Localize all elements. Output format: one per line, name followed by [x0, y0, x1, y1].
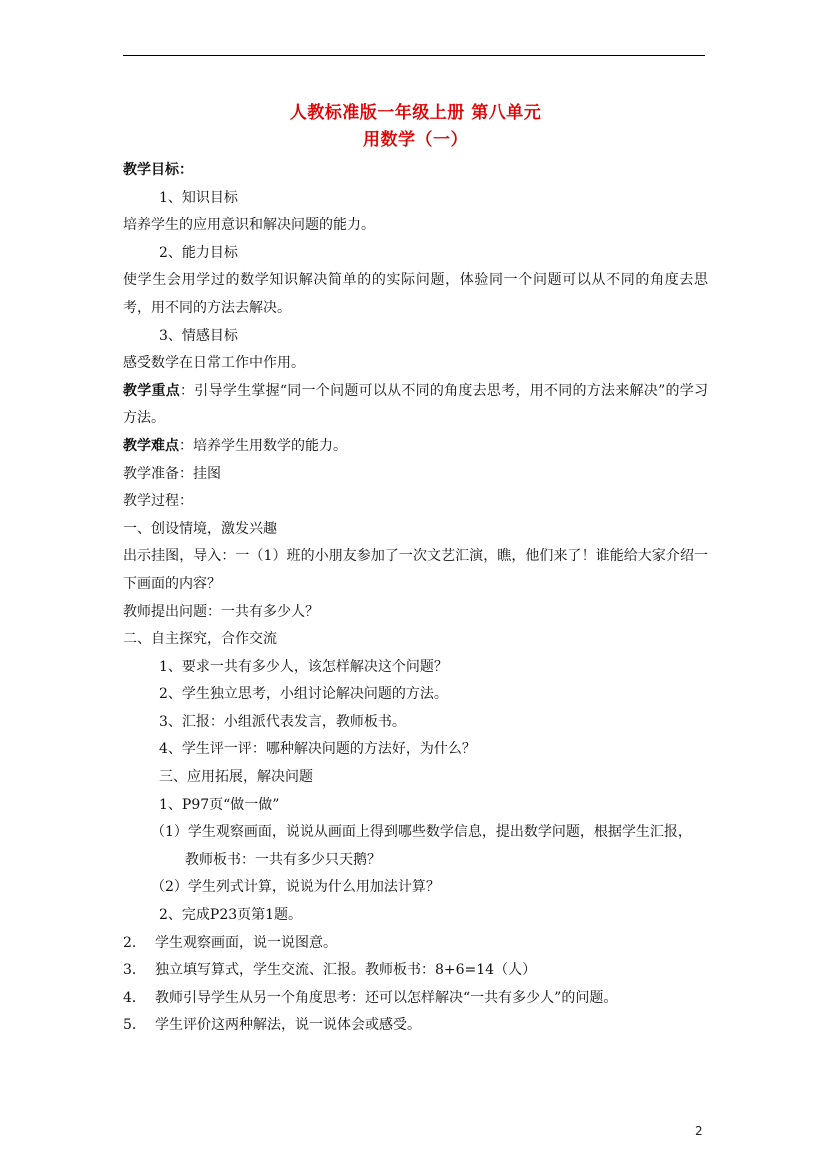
list-item-text: 学生观察画面，说一说图意。 — [155, 934, 337, 951]
list-item-text: 教师引导学生从另一个角度思考：还可以怎样解决“一共有多少人”的问题。 — [155, 989, 618, 1006]
key-point-text: ：引导学生掌握“同一个问题可以从不同的角度去思考，用不同的方法来解决”的学习方法。 — [123, 382, 709, 427]
goals-heading: 教学目标： — [123, 162, 193, 178]
list-item-number: 4． — [123, 989, 146, 1006]
section-1-question: 教师提出问题：一共有多少人？ — [123, 603, 319, 620]
page-number: 2 — [695, 1124, 703, 1138]
section-1-text: 出示挂图，导入：一（1）班的小朋友参加了一次文艺汇演，瞧，他们来了！谁能给大家介绍一下画面的内容？ — [123, 548, 708, 592]
list-item — [123, 1012, 708, 1040]
section-2-item: 1、要求一共有多少人，该怎样解决这个问题？ — [159, 658, 448, 675]
goal-1-label: 1、知识目标 — [159, 189, 238, 206]
section-2-heading: 二、自主探究，合作交流 — [123, 631, 277, 648]
section-3-item-2: 2、完成P23页第1题。 — [159, 907, 303, 924]
title-line-1: 人教标准版一年级上册 第八单元 — [289, 103, 542, 123]
section-3-item-1: 1、P97页“做一做” — [159, 796, 280, 813]
section-2-item: 4、学生评一评：哪种解决问题的方法好，为什么？ — [159, 741, 476, 758]
goal-1-text: 培养学生的应用意识和解决问题的能力。 — [123, 217, 375, 234]
list-item-text: 学生评价这两种解法，说一说体会或感受。 — [155, 1017, 421, 1034]
preparation: 教学准备：挂图 — [123, 465, 221, 482]
section-2-item: 2、学生独立思考，小组讨论解决问题的方法。 — [159, 686, 448, 703]
list-item — [123, 957, 708, 985]
section-3-sub-1-line-2: 教师板书：一共有多少只天鹅？ — [185, 851, 381, 868]
section-3-heading: 三、应用拓展，解决问题 — [159, 769, 313, 786]
list-item-number: 5． — [123, 1017, 146, 1034]
key-point-label: 教学重点 — [123, 382, 181, 399]
goal-2-label: 2、能力目标 — [159, 244, 238, 261]
document-title — [123, 100, 708, 154]
section-1-heading: 一、创设情境，激发兴趣 — [123, 520, 277, 537]
section-3-sub-1-line-1: （1）学生观察画面，说说从画面上得到哪些数学信息，提出数学问题，根据学生汇报， — [151, 824, 692, 841]
difficulty-text: ：培养学生用数学的能力。 — [179, 437, 347, 454]
list-item — [123, 930, 708, 958]
list-item-number: 3． — [123, 962, 146, 979]
goal-3-text: 感受数学在日常工作中作用。 — [123, 355, 305, 372]
list-item-number: 2． — [123, 934, 146, 951]
section-3-sub-2: （2）学生列式计算，说说为什么用加法计算？ — [151, 879, 440, 896]
header-rule — [123, 55, 705, 56]
goal-3-label: 3、情感目标 — [159, 327, 238, 344]
difficulty — [123, 433, 708, 461]
list-item — [123, 985, 708, 1013]
goal-2-text: 使学生会用学过的数学知识解决简单的的实际问题，体验同一个问题可以从不同的角度去思考，用不同的方法去解决。 — [123, 272, 708, 316]
difficulty-label: 教学难点 — [123, 437, 179, 454]
list-item-text: 独立填写算式，学生交流、汇报。教师板书：8+6=14（人） — [155, 962, 537, 979]
document-body — [123, 100, 708, 1040]
title-line-2: 用数学（一） — [363, 130, 468, 150]
section-2-item: 3、汇报：小组派代表发言，教师板书。 — [159, 713, 406, 730]
process-heading: 教学过程： — [123, 493, 193, 510]
key-point — [123, 378, 708, 433]
